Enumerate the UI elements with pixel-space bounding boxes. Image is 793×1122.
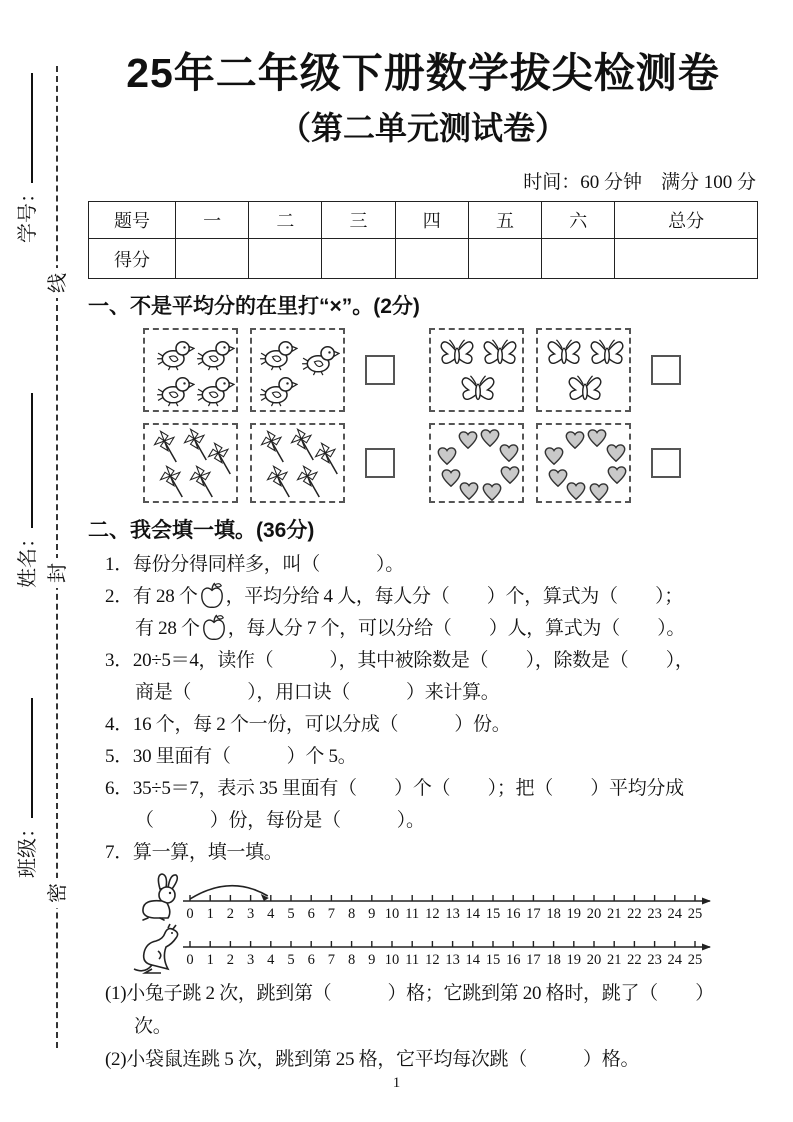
svg-text:11: 11 [405, 906, 420, 922]
butterfly-icon [458, 372, 498, 406]
pinwheel-box-1 [143, 423, 238, 503]
pinwheel-icon [159, 463, 189, 501]
heart-icon [457, 430, 479, 450]
score-row-label: 得分 [89, 239, 176, 279]
bird-icon [197, 374, 235, 408]
svg-text:2: 2 [226, 906, 235, 922]
score-table-col-1: 一 [176, 202, 249, 239]
svg-text:23: 23 [647, 952, 662, 968]
svg-text:19: 19 [566, 952, 582, 968]
heart-icon [605, 443, 627, 463]
svg-text:7: 7 [327, 952, 336, 968]
sub-question-1-line-2: 次。 [134, 1016, 172, 1037]
svg-text:21: 21 [606, 952, 622, 968]
bird-icon [157, 374, 195, 408]
svg-text:20: 20 [586, 952, 602, 968]
section1-heading: 一、不是平均分的在里打“×”。(2分) [88, 295, 420, 318]
svg-text:22: 22 [627, 952, 642, 968]
score-table-corner-label: 题号 [89, 202, 176, 239]
bird-icon [260, 374, 298, 408]
heart-icon [543, 446, 565, 466]
score-table-col-4: 四 [395, 202, 468, 239]
heart-icon [481, 482, 503, 502]
question-2-line-2: 有 28 个 ，每人分 7 个，可以分给（ ）人，算式为（ ）。 [88, 613, 758, 645]
svg-text:14: 14 [465, 906, 481, 922]
score-cell[interactable] [176, 239, 249, 279]
score-cell[interactable] [542, 239, 615, 279]
rabbit-icon [143, 874, 177, 920]
heart-group [429, 423, 681, 503]
bird-icon [197, 338, 235, 372]
svg-text:14: 14 [465, 952, 481, 968]
svg-text:9: 9 [368, 952, 376, 968]
seal-char-line: 线 [43, 268, 73, 298]
kangaroo-icon [134, 924, 178, 973]
svg-text:12: 12 [425, 952, 440, 968]
paper-content [88, 0, 758, 1076]
svg-text:22: 22 [627, 906, 642, 922]
pinwheel-icon [266, 463, 296, 501]
student-id-label: 学号： [16, 183, 39, 243]
svg-text:2: 2 [226, 952, 235, 968]
heart-icon [458, 481, 480, 501]
svg-text:8: 8 [347, 952, 356, 968]
question7-subquestions [88, 977, 758, 1076]
student-name-label: 姓名： [16, 528, 39, 588]
butterfly-icon [544, 336, 584, 370]
score-table-col-7: 总分 [615, 202, 758, 239]
svg-text:25: 25 [687, 952, 703, 968]
apple-icon [201, 614, 227, 642]
section2-heading: 二、我会填一填。(36分) [88, 519, 315, 542]
svg-text:6: 6 [307, 906, 315, 922]
bird-icon [157, 338, 195, 372]
answer-box-heart[interactable] [651, 448, 681, 478]
question-5: 5．30 里面有（ ）个 5。 [105, 746, 357, 767]
score-table-col-5: 五 [468, 202, 541, 239]
bird-box-1 [143, 328, 238, 412]
bird-group [143, 328, 395, 412]
score-cell[interactable] [322, 239, 395, 279]
student-name-field [8, 388, 42, 588]
svg-text:25: 25 [687, 906, 703, 922]
svg-text:12: 12 [425, 906, 440, 922]
page-number: 1 [392, 1075, 401, 1091]
svg-text:5: 5 [287, 952, 295, 968]
question-2: 2．有 28 个 ，平均分给 4 人，每人分（ ）个，算式为（ ）； [88, 581, 758, 613]
section1-figure [88, 328, 758, 503]
svg-text:4: 4 [267, 906, 275, 922]
sub-question-2: (2)小袋鼠连跳 5 次，跳到第 25 格，它平均每次跳（ ）格。 [105, 1049, 640, 1070]
svg-text:10: 10 [384, 952, 400, 968]
svg-text:24: 24 [667, 906, 683, 922]
butterfly-box-1 [429, 328, 524, 412]
svg-text:15: 15 [485, 952, 501, 968]
svg-text:6: 6 [307, 952, 315, 968]
question-3-line-2: 商是（ ），用口诀（ ）来计算。 [135, 682, 500, 703]
question-6-line-2: （ ）份，每份是（ ）。 [135, 810, 425, 831]
svg-text:7: 7 [327, 906, 336, 922]
seal-margin [0, 0, 84, 1122]
score-cell[interactable] [468, 239, 541, 279]
score-table-col-6: 六 [542, 202, 615, 239]
score-table-header-row [89, 202, 758, 239]
svg-text:21: 21 [606, 906, 622, 922]
seal-char-feng: 封 [43, 558, 73, 588]
class-field [8, 678, 42, 878]
student-id-field [8, 73, 42, 243]
svg-text:20: 20 [586, 906, 602, 922]
svg-text:0: 0 [186, 952, 194, 968]
svg-text:17: 17 [526, 906, 541, 922]
exam-meta: 时间：60 分钟 满分 100 分 [523, 172, 756, 193]
svg-text:3: 3 [246, 952, 255, 968]
score-table-col-2: 二 [249, 202, 322, 239]
heart-icon [436, 446, 458, 466]
student-name-blank [18, 393, 33, 528]
sub-question-1: (1)小兔子跳 2 次，跳到第（ ）格；它跳到第 20 格时，跳了（ ） [105, 983, 714, 1004]
score-table-score-row [89, 239, 758, 279]
question-3: 3．20÷5＝4，读作（ ），其中被除数是（ ），除数是（ ）， [105, 650, 694, 671]
bird-icon [302, 343, 340, 377]
student-id-blank [18, 73, 33, 183]
bird-icon [260, 338, 298, 372]
question-1: 1．每份分得同样多，叫（ ）。 [105, 554, 404, 575]
page-subtitle: （第二单元测试卷） [278, 110, 567, 146]
question-6: 6．35÷5＝7，表示 35 里面有（ ）个（ ）；把（ ）平均分成 [105, 778, 684, 799]
pinwheel-group [143, 423, 395, 503]
score-cell[interactable] [249, 239, 322, 279]
score-cell[interactable] [615, 239, 758, 279]
butterfly-icon [587, 336, 627, 370]
heart-icon [565, 481, 587, 501]
butterfly-icon [480, 336, 520, 370]
page-title: 25年二年级下册数学拔尖检测卷 [126, 50, 720, 96]
butterfly-box-2 [536, 328, 631, 412]
number-line-1 [143, 874, 711, 922]
jump-arc [190, 886, 268, 899]
butterfly-icon [437, 336, 477, 370]
answer-box-pinwheel[interactable] [365, 448, 395, 478]
svg-text:16: 16 [505, 906, 521, 922]
number-lines-svg [128, 871, 778, 975]
number-line-2 [134, 924, 711, 973]
heart-icon [588, 482, 610, 502]
apple-icon [199, 582, 225, 610]
heart-box-2 [536, 423, 631, 503]
score-cell[interactable] [395, 239, 468, 279]
svg-text:19: 19 [566, 906, 582, 922]
svg-text:9: 9 [368, 906, 376, 922]
heart-icon [564, 430, 586, 450]
figure-row-1 [143, 328, 758, 412]
svg-text:24: 24 [667, 952, 683, 968]
pinwheel-icon [189, 463, 219, 501]
svg-text:18: 18 [546, 906, 561, 922]
pinwheel-box-2 [250, 423, 345, 503]
svg-text:16: 16 [505, 952, 521, 968]
answer-box-bird[interactable] [365, 355, 395, 385]
heart-icon [498, 443, 520, 463]
heart-icon [499, 465, 521, 485]
svg-text:10: 10 [384, 906, 400, 922]
question-7: 7．算一算，填一填。 [105, 842, 283, 863]
butterfly-group [429, 328, 681, 412]
pinwheel-icon [296, 463, 326, 501]
svg-text:13: 13 [445, 906, 460, 922]
figure-row-2 [143, 423, 758, 503]
svg-text:13: 13 [445, 952, 460, 968]
score-table [88, 201, 758, 279]
pinwheel-icon [260, 428, 290, 466]
seal-char-mi: 密 [43, 878, 73, 908]
number-line-figure [128, 871, 758, 975]
svg-text:0: 0 [186, 906, 194, 922]
question-4: 4．16 个，每 2 个一份，可以分成（ ）份。 [105, 714, 511, 735]
butterfly-icon [565, 372, 605, 406]
svg-text:5: 5 [287, 906, 295, 922]
class-label: 班级： [16, 818, 39, 878]
svg-text:4: 4 [267, 952, 275, 968]
svg-text:3: 3 [246, 906, 255, 922]
heart-icon [606, 465, 628, 485]
answer-box-butterfly[interactable] [651, 355, 681, 385]
svg-text:23: 23 [647, 906, 662, 922]
svg-text:8: 8 [347, 906, 356, 922]
svg-text:1: 1 [206, 952, 214, 968]
score-table-col-3: 三 [322, 202, 395, 239]
class-blank [18, 698, 33, 818]
bird-box-2 [250, 328, 345, 412]
svg-text:11: 11 [405, 952, 420, 968]
svg-text:15: 15 [485, 906, 501, 922]
pinwheel-icon [153, 428, 183, 466]
svg-text:1: 1 [206, 906, 214, 922]
svg-text:17: 17 [526, 952, 541, 968]
svg-text:18: 18 [546, 952, 561, 968]
section2-questions [88, 549, 758, 869]
heart-box-1 [429, 423, 524, 503]
